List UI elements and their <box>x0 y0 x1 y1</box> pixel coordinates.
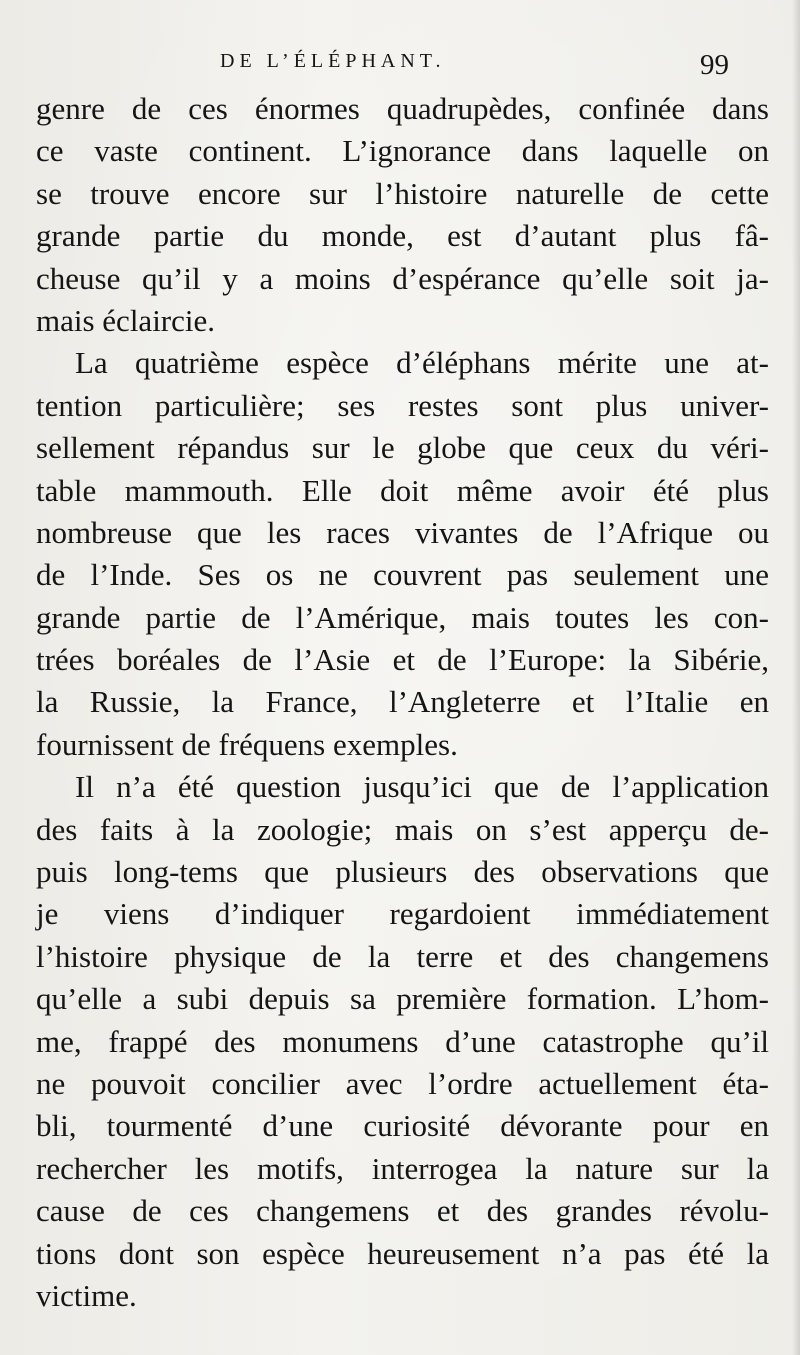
text-line: La quatrième espèce d’éléphans mérite une at- <box>75 345 769 381</box>
text-line: grande partie de l’Amérique, mais toutes les con- <box>36 599 769 635</box>
text-line: l’histoire physique de la terre et des changemens <box>36 938 769 974</box>
page-edge-shadow <box>792 0 800 1355</box>
paragraph-3 <box>36 766 769 1317</box>
text-line: des faits à la zoologie; mais on s’est apperçu de- <box>36 811 769 847</box>
text-line: ce vaste continent. L’ignorance dans laquelle on <box>36 133 769 169</box>
text-line: cause de ces changemens et des grandes révolu- <box>36 1193 769 1229</box>
text-line: puis long-tems que plusieurs des observations que <box>36 854 769 890</box>
text-line: genre de ces énormes quadrupèdes, confinée dans <box>36 91 769 126</box>
text-line: sellement répandus sur le globe que ceux du véri- <box>36 430 769 466</box>
text-line: Il n’a été question jusqu’ici que de l’application <box>75 769 769 805</box>
paragraph-1 <box>36 88 769 342</box>
text-line: grande partie du monde, est d’autant plus fâ- <box>36 218 769 254</box>
text-line: nombreuse que les races vivantes de l’Afrique ou <box>36 514 769 550</box>
text-line: bli, tourmenté d’une curiosité dévorante pour en <box>36 1108 769 1144</box>
text-line: je viens d’indiquer regardoient immédiatement <box>36 896 769 932</box>
text-line: tions dont son espèce heureusement n’a pas été la <box>36 1235 769 1271</box>
text-line: fournissent de fréquens exemples. <box>36 726 458 762</box>
text-line: ne pouvoit concilier avec l’ordre actuellement éta- <box>36 1065 769 1101</box>
text-line: victime. <box>36 1277 137 1313</box>
page-number: 99 <box>700 49 729 81</box>
text-line: rechercher les motifs, interrogea la nature sur la <box>36 1150 769 1186</box>
paragraph-2 <box>36 342 769 766</box>
text-line: tention particulière; ses restes sont plus univer- <box>36 387 769 423</box>
running-title: DE L’ÉLÉPHANT. <box>220 50 446 72</box>
text-line: cheuse qu’il y a moins d’espérance qu’elle soit ja- <box>36 260 769 296</box>
text-line: de l’Inde. Ses os ne couvrent pas seulement une <box>36 557 769 593</box>
text-line: qu’elle a subi depuis sa première formation. L’hom- <box>36 981 769 1017</box>
running-header <box>0 46 800 86</box>
text-line: mais éclaircie. <box>36 302 216 338</box>
text-line: me, frappé des monumens d’une catastrophe qu’il <box>36 1023 769 1059</box>
text-line: trées boréales de l’Asie et de l’Europe: la Sibérie, <box>36 642 769 678</box>
text-line: la Russie, la France, l’Angleterre et l’Italie en <box>36 684 769 720</box>
text-line: se trouve encore sur l’histoire naturelle de cette <box>36 175 769 211</box>
text-line: table mammouth. Elle doit même avoir été plus <box>36 472 769 508</box>
body-text <box>36 88 769 1317</box>
